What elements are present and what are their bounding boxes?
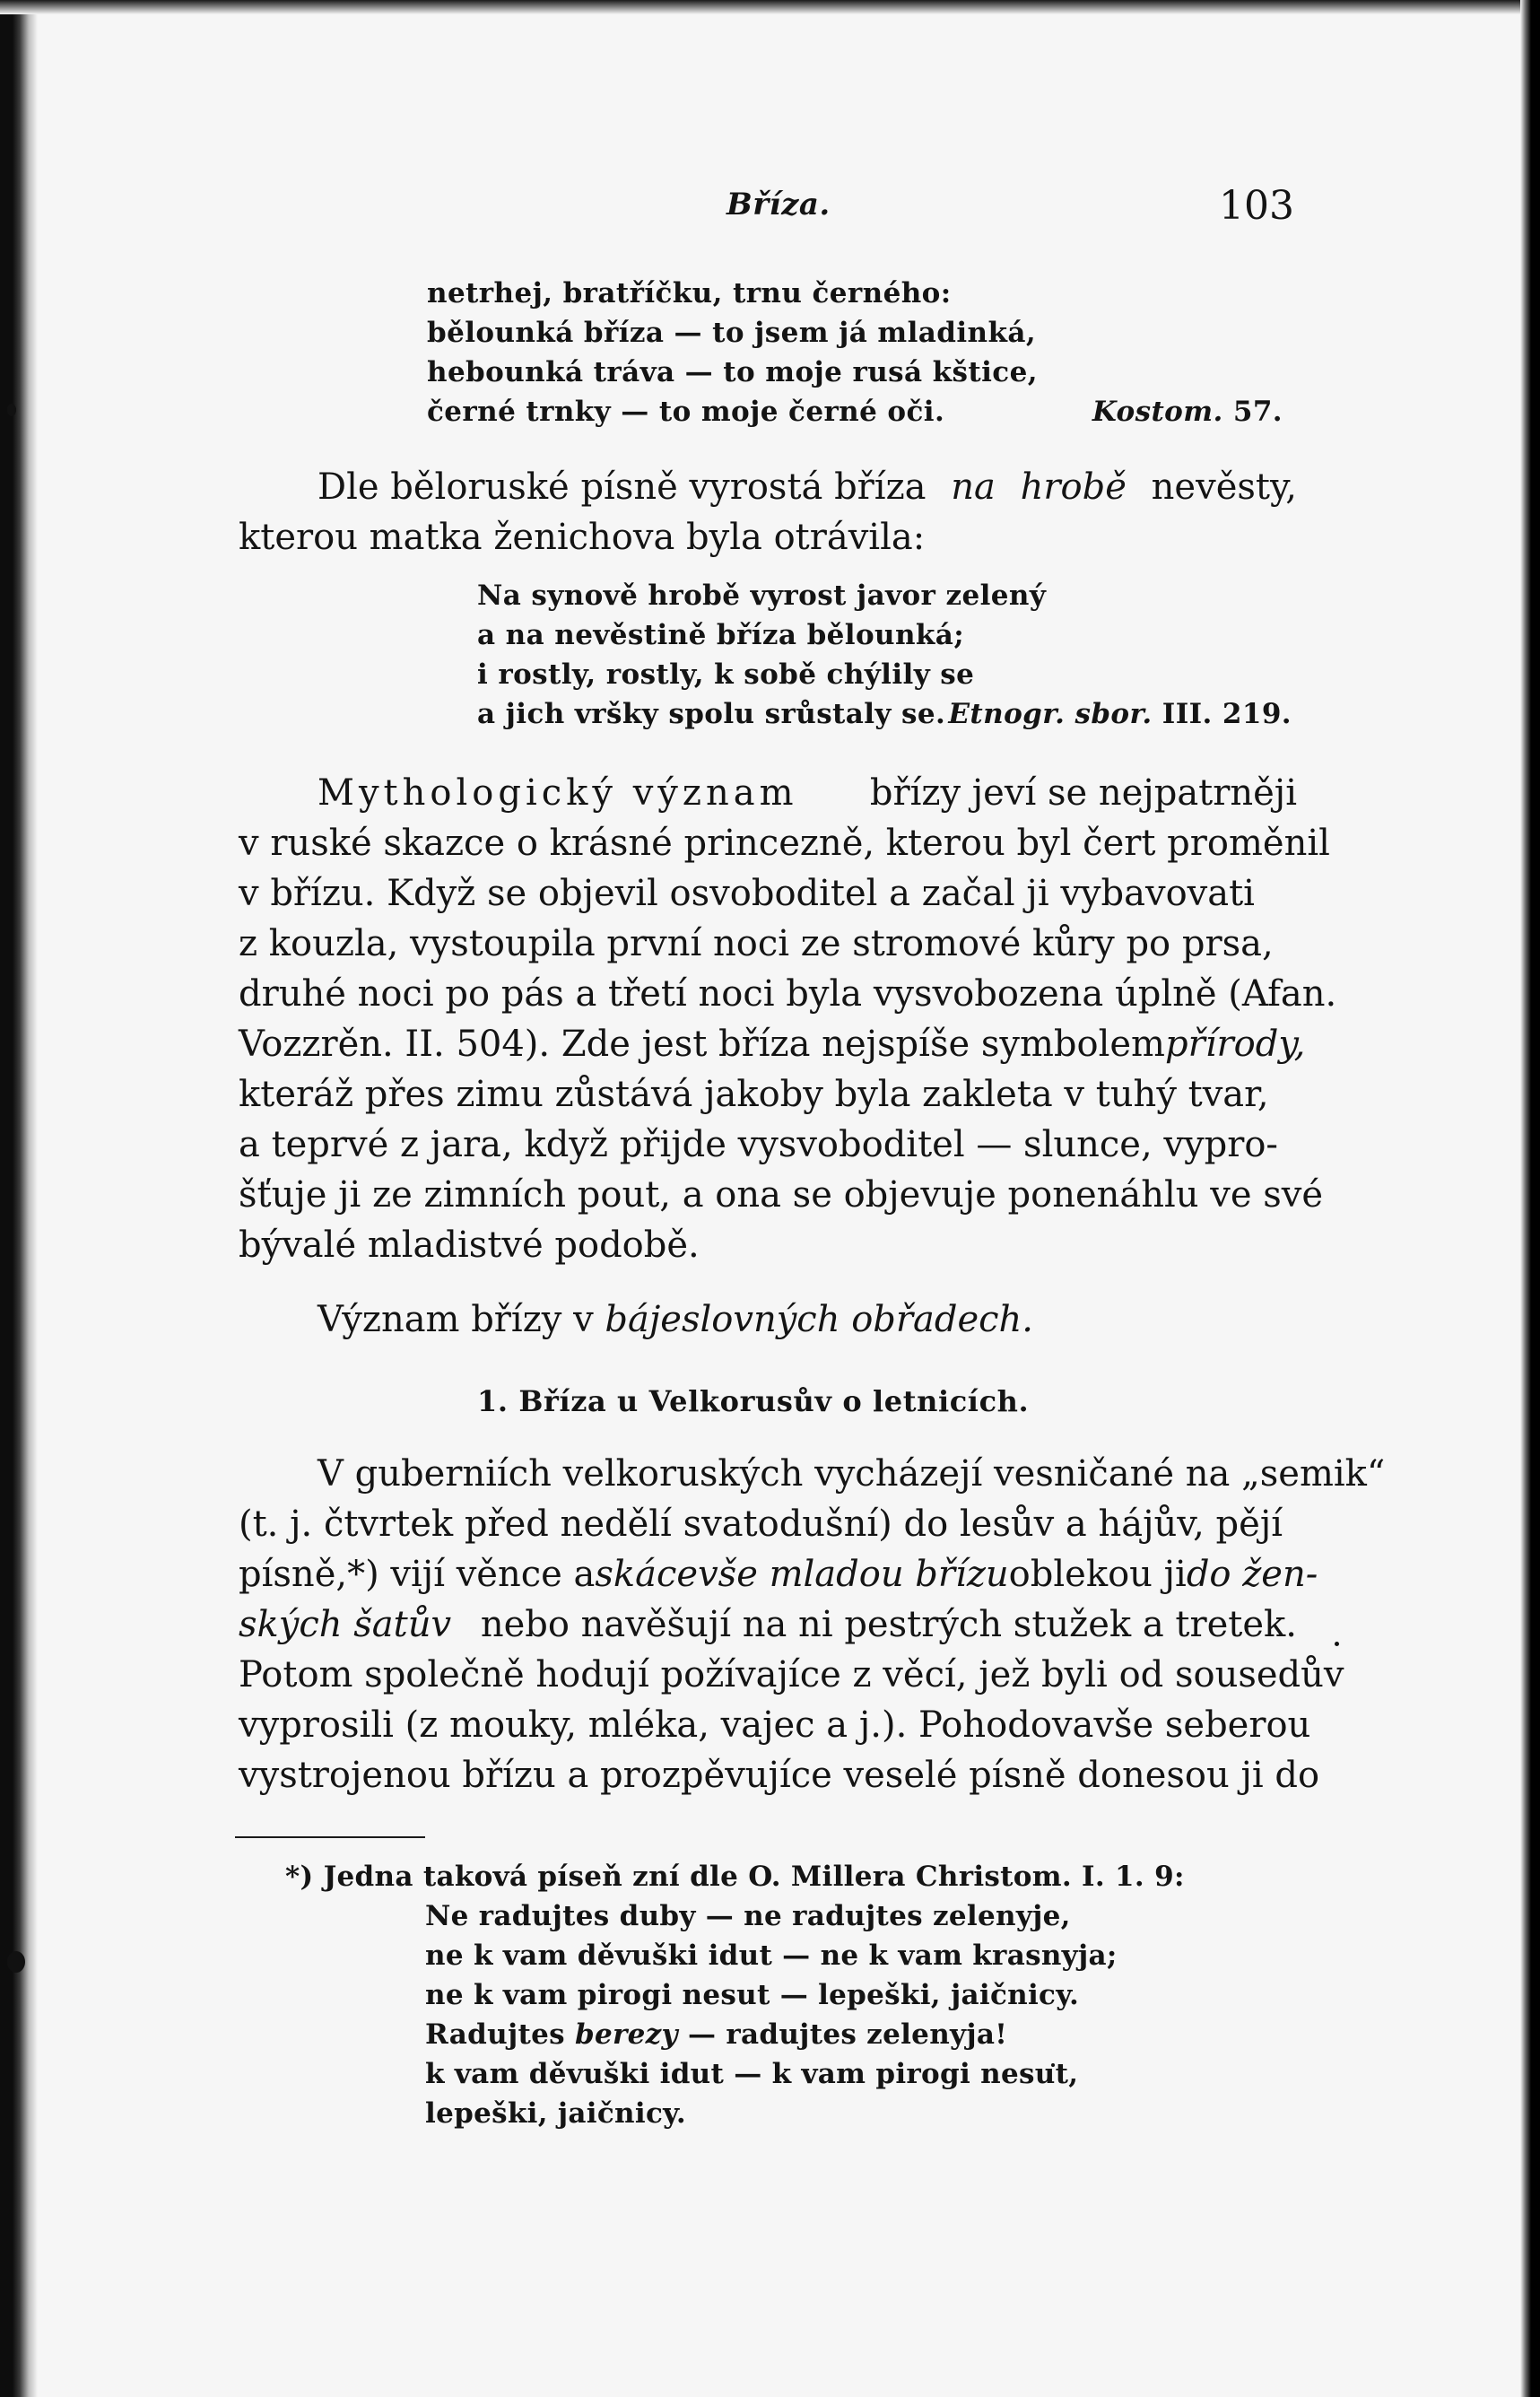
paragraph-line bbox=[239, 969, 1337, 1019]
paragraph-line bbox=[239, 1449, 1386, 1499]
footnote-poem-line: ne k vam pirogi nesut — lepeški, jaičnicy. bbox=[425, 1979, 1080, 2011]
source-number: III. 219. bbox=[1162, 698, 1292, 730]
source-reference bbox=[948, 694, 1292, 734]
text-run: v břízu. Když se objevil osvoboditel a začal ji vybavovati bbox=[239, 873, 1255, 914]
poem-line-text: a jich vršky spolu srůstaly se. bbox=[477, 698, 946, 730]
footnote bbox=[285, 1857, 1200, 2133]
text-run: vyprosili (z mouky, mléka, vajec a j.). Pohodovavše seberou bbox=[239, 1704, 1311, 1746]
italic-run: přírody, bbox=[1165, 1024, 1306, 1065]
text-run: Radujtes bbox=[425, 2018, 565, 2051]
paragraph-line bbox=[239, 1019, 1306, 1069]
subheading: 1. Bříza u Velkorusův o letnicích. bbox=[477, 1384, 1030, 1418]
text-run: břízy jeví se nejpatrněji bbox=[869, 772, 1297, 814]
text-run: Potom společně hodují požívajíce z věcí, jež byli od sousedův bbox=[239, 1654, 1344, 1695]
text-run: oblekou ji bbox=[1008, 1554, 1187, 1595]
heading-italic: bájeslovných obřadech. bbox=[605, 1299, 1033, 1340]
poem-line bbox=[427, 392, 1288, 431]
paragraph-line bbox=[239, 1549, 1318, 1599]
paragraph-line bbox=[239, 768, 1297, 818]
italic-run: ských šatův bbox=[239, 1604, 452, 1645]
italic-run: berezy bbox=[574, 2018, 678, 2051]
poem-line: a na nevěstině bříza bělounká; bbox=[477, 619, 965, 651]
poem-verse-2 bbox=[477, 576, 1297, 734]
section-heading bbox=[318, 1294, 1033, 1345]
text-run: vystrojenou břízu a prozpěvujíce veselé písně donesou ji do bbox=[239, 1755, 1320, 1796]
paragraph-line bbox=[239, 462, 1297, 512]
italic-run: hrobě bbox=[1020, 466, 1127, 508]
italic-run: na bbox=[951, 466, 996, 508]
text-run: nebo navěšují na ni pestrých stužek a tretek. bbox=[480, 1604, 1297, 1645]
text-run: šťuje ji ze zimních pout, a ona se objevuje ponenáhlu ve své bbox=[239, 1174, 1324, 1216]
text-run: kterou matka ženichova byla otrávila: bbox=[239, 517, 926, 558]
text-run: Vozzrěn. II. 504). Zde jest bříza nejspíše symbolem bbox=[239, 1024, 1165, 1065]
scan-right-edge bbox=[1520, 0, 1540, 2397]
footnote-poem-line: lepeški, jaičnicy. bbox=[425, 2097, 686, 2130]
poem-line bbox=[477, 694, 1297, 734]
text-run: druhé noci po pás a třetí noci byla vysvobozena úplně (Afan. bbox=[239, 973, 1337, 1015]
paragraph-line bbox=[239, 1599, 1297, 1650]
footnote-rule bbox=[235, 1836, 425, 1838]
poem-verse-1 bbox=[427, 274, 1288, 431]
scan-speck bbox=[1335, 1642, 1339, 1646]
footnote-poem-line: ne k vam děvuški idut — ne k vam krasnyja; bbox=[425, 1939, 1118, 1972]
poem-line: i rostly, rostly, k sobě chýlily se bbox=[477, 658, 975, 691]
paragraph-line bbox=[239, 818, 1330, 868]
paragraph-line bbox=[239, 1170, 1324, 1220]
footnote-poem-line bbox=[285, 2015, 1200, 2054]
scan-top-edge bbox=[0, 0, 1540, 14]
poem-line: hebounká tráva — to moje rusá kštice, bbox=[427, 356, 1038, 388]
paragraph-line bbox=[239, 1220, 1297, 1270]
text-run: v ruské skazce o krásné princezně, kterou byl čert proměnil bbox=[239, 823, 1330, 864]
paragraph-line bbox=[239, 1700, 1311, 1750]
running-head: Bříza. bbox=[726, 187, 831, 222]
text-run: (t. j. čtvrtek před nedělí svatodušní) do lesův a hájův, pějí bbox=[239, 1504, 1283, 1545]
source-reference bbox=[1092, 392, 1283, 431]
paragraph-line bbox=[239, 1120, 1297, 1170]
paragraph-belarusian-song bbox=[239, 462, 1297, 562]
scan-left-edge bbox=[0, 0, 38, 2397]
paragraph-semik-custom bbox=[239, 1449, 1386, 1800]
paragraph-line bbox=[239, 919, 1297, 969]
scan-speck bbox=[7, 404, 16, 416]
footnote-poem-line: Ne radujtes duby — ne radujtes zelenyje, bbox=[425, 1900, 1071, 1932]
heading-text: Význam břízy v bbox=[318, 1299, 594, 1340]
source-title: Etnogr. sbor. bbox=[948, 698, 1153, 730]
paragraph-line bbox=[239, 1750, 1320, 1800]
paragraph-line bbox=[239, 1499, 1297, 1549]
text-run: nevěsty, bbox=[1151, 466, 1297, 508]
italic-run: do žen- bbox=[1186, 1554, 1318, 1595]
poem-line: bělounká bříza — to jsem já mladinká, bbox=[427, 317, 1037, 349]
source-number: 57. bbox=[1232, 396, 1283, 428]
spaced-emphasis: Mythologický význam bbox=[318, 772, 798, 814]
footnote-intro: *) Jedna taková píseň zní dle O. Millera Christom. I. 1. 9: bbox=[285, 1861, 1185, 1893]
paragraph-line bbox=[239, 512, 1297, 562]
paragraph-mythological-meaning bbox=[239, 768, 1337, 1270]
paragraph-line bbox=[239, 868, 1297, 919]
italic-run: skácevše mladou břízu bbox=[595, 1554, 1009, 1595]
text-run: bývalé mladistvé podobě. bbox=[239, 1225, 700, 1266]
footnote-poem-line: k vam děvuški idut — k vam pirogi nesut, bbox=[425, 2058, 1079, 2090]
text-run: písně,*) vijí věnce a bbox=[239, 1554, 596, 1595]
paragraph-line bbox=[239, 1650, 1344, 1700]
scan-speck bbox=[7, 1951, 25, 1973]
page-number: 103 bbox=[1219, 183, 1294, 229]
text-run: V guberniích velkoruských vycházejí vesničané na „semik“ bbox=[318, 1453, 1386, 1495]
text-run: kteráž přes zimu zůstává jakoby byla zakleta v tuhý tvar, bbox=[239, 1074, 1269, 1115]
paragraph-line bbox=[239, 1069, 1297, 1120]
text-run: Dle běloruské písně vyrostá bříza bbox=[318, 466, 927, 508]
text-run: a teprvé z jara, když přijde vysvoboditel — slunce, vypro- bbox=[239, 1124, 1278, 1165]
source-title: Kostom. bbox=[1092, 396, 1223, 428]
poem-line: netrhej, bratříčku, trnu černého: bbox=[427, 277, 952, 309]
poem-line-text: černé trnky — to moje černé oči. bbox=[427, 396, 945, 428]
text-run: — radujtes zelenyja! bbox=[687, 2018, 1008, 2051]
text-run: z kouzla, vystoupila první noci ze stromové kůry po prsa, bbox=[239, 923, 1274, 964]
poem-line: Na synově hrobě vyrost javor zelený bbox=[477, 580, 1047, 612]
